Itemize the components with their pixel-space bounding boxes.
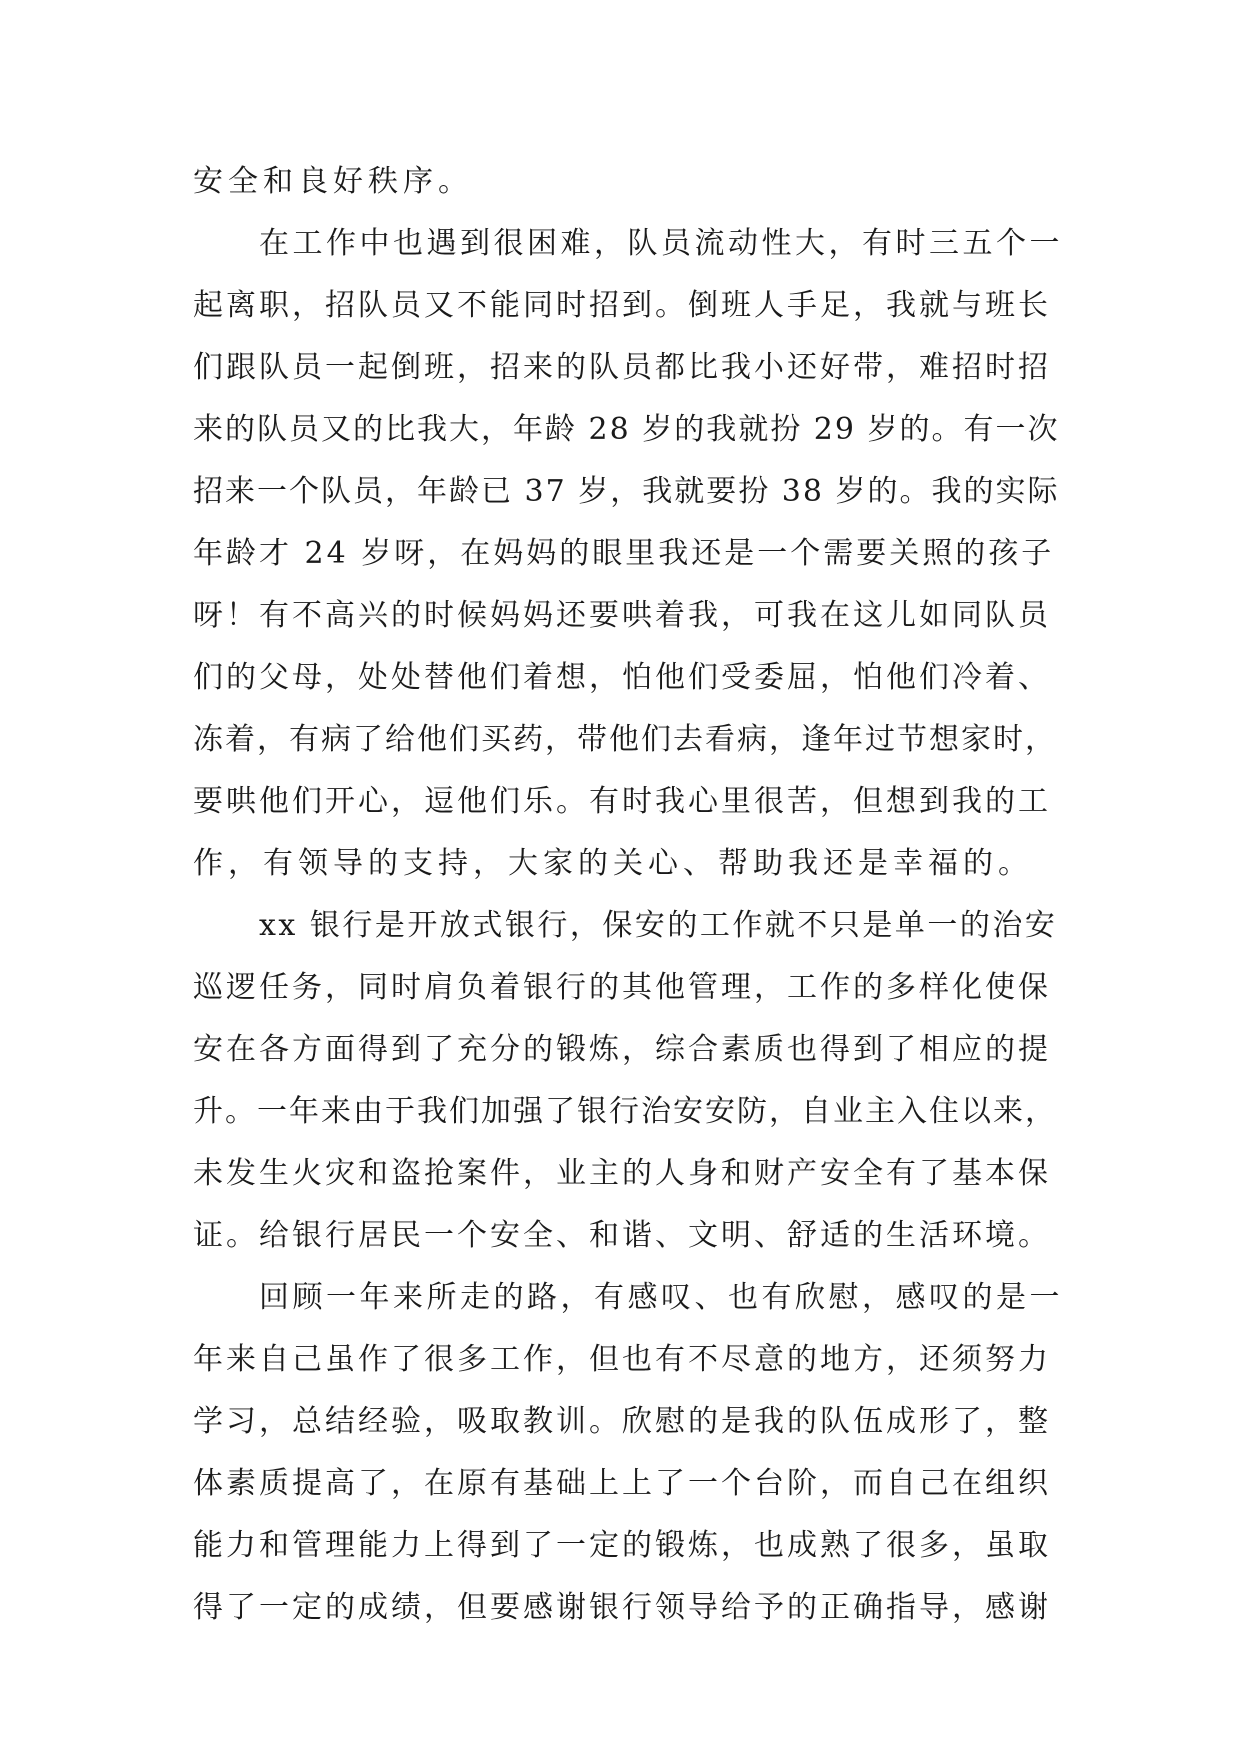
text-line: 招来一个队员，年龄已 37 岁，我就要扮 38 岁的。我的实际 [193,474,1060,509]
text-line: 作，有领导的支持，大家的关心、帮助我还是幸福的。 [193,846,1033,881]
text-line: 学习，总结经验，吸取教训。欣慰的是我的队伍成形了，整 [193,1404,1051,1439]
text-line: 年龄才 24 岁呀，在妈妈的眼里我还是一个需要关照的孩子 [193,536,1055,571]
text-line: 们的父母，处处替他们着想，怕他们受委屈，怕他们冷着、 [193,660,1051,695]
paragraph-first-line: 回顾一年来所走的路，有感叹、也有欣慰，感叹的是一 [259,1280,1063,1315]
paragraph-first-line: 在工作中也遇到很困难，队员流动性大，有时三五个一 [259,226,1063,261]
text-line: 安全和良好秩序。 [193,164,473,199]
text-line: 年来自己虽作了很多工作，但也有不尽意的地方，还须努力 [193,1342,1051,1377]
text-line: 冻着，有病了给他们买药，带他们去看病，逢年过节想家时， [193,722,1057,757]
text-line: 升。一年来由于我们加强了银行治安安防，自业主入住以来， [193,1094,1057,1129]
text-line: 巡逻任务，同时肩负着银行的其他管理，工作的多样化使保 [193,970,1051,1005]
text-line: 体素质提高了，在原有基础上上了一个台阶，而自己在组织 [193,1466,1051,1501]
text-line: 能力和管理能力上得到了一定的锻炼，也成熟了很多，虽取 [193,1528,1051,1563]
text-line: 呀！有不高兴的时候妈妈还要哄着我，可我在这儿如同队员 [193,598,1051,633]
text-line: 安在各方面得到了充分的锻炼，综合素质也得到了相应的提 [193,1032,1051,1067]
paragraph-first-line: xx 银行是开放式银行，保安的工作就不只是单一的治安 [259,908,1058,943]
text-line: 来的队员又的比我大，年龄 28 岁的我就扮 29 岁的。有一次 [193,412,1060,447]
text-line: 未发生火灾和盗抢案件，业主的人身和财产安全有了基本保 [193,1156,1051,1191]
body-text [193,162,1063,1650]
text-line: 证。给银行居民一个安全、和谐、文明、舒适的生活环境。 [193,1218,1051,1253]
text-line: 起离职，招队员又不能同时招到。倒班人手足，我就与班长 [193,288,1051,323]
text-line: 得了一定的成绩，但要感谢银行领导给予的正确指导，感谢 [193,1590,1051,1625]
text-line: 们跟队员一起倒班，招来的队员都比我小还好带，难招时招 [193,350,1051,385]
text-line: 要哄他们开心，逗他们乐。有时我心里很苦，但想到我的工 [193,784,1051,819]
